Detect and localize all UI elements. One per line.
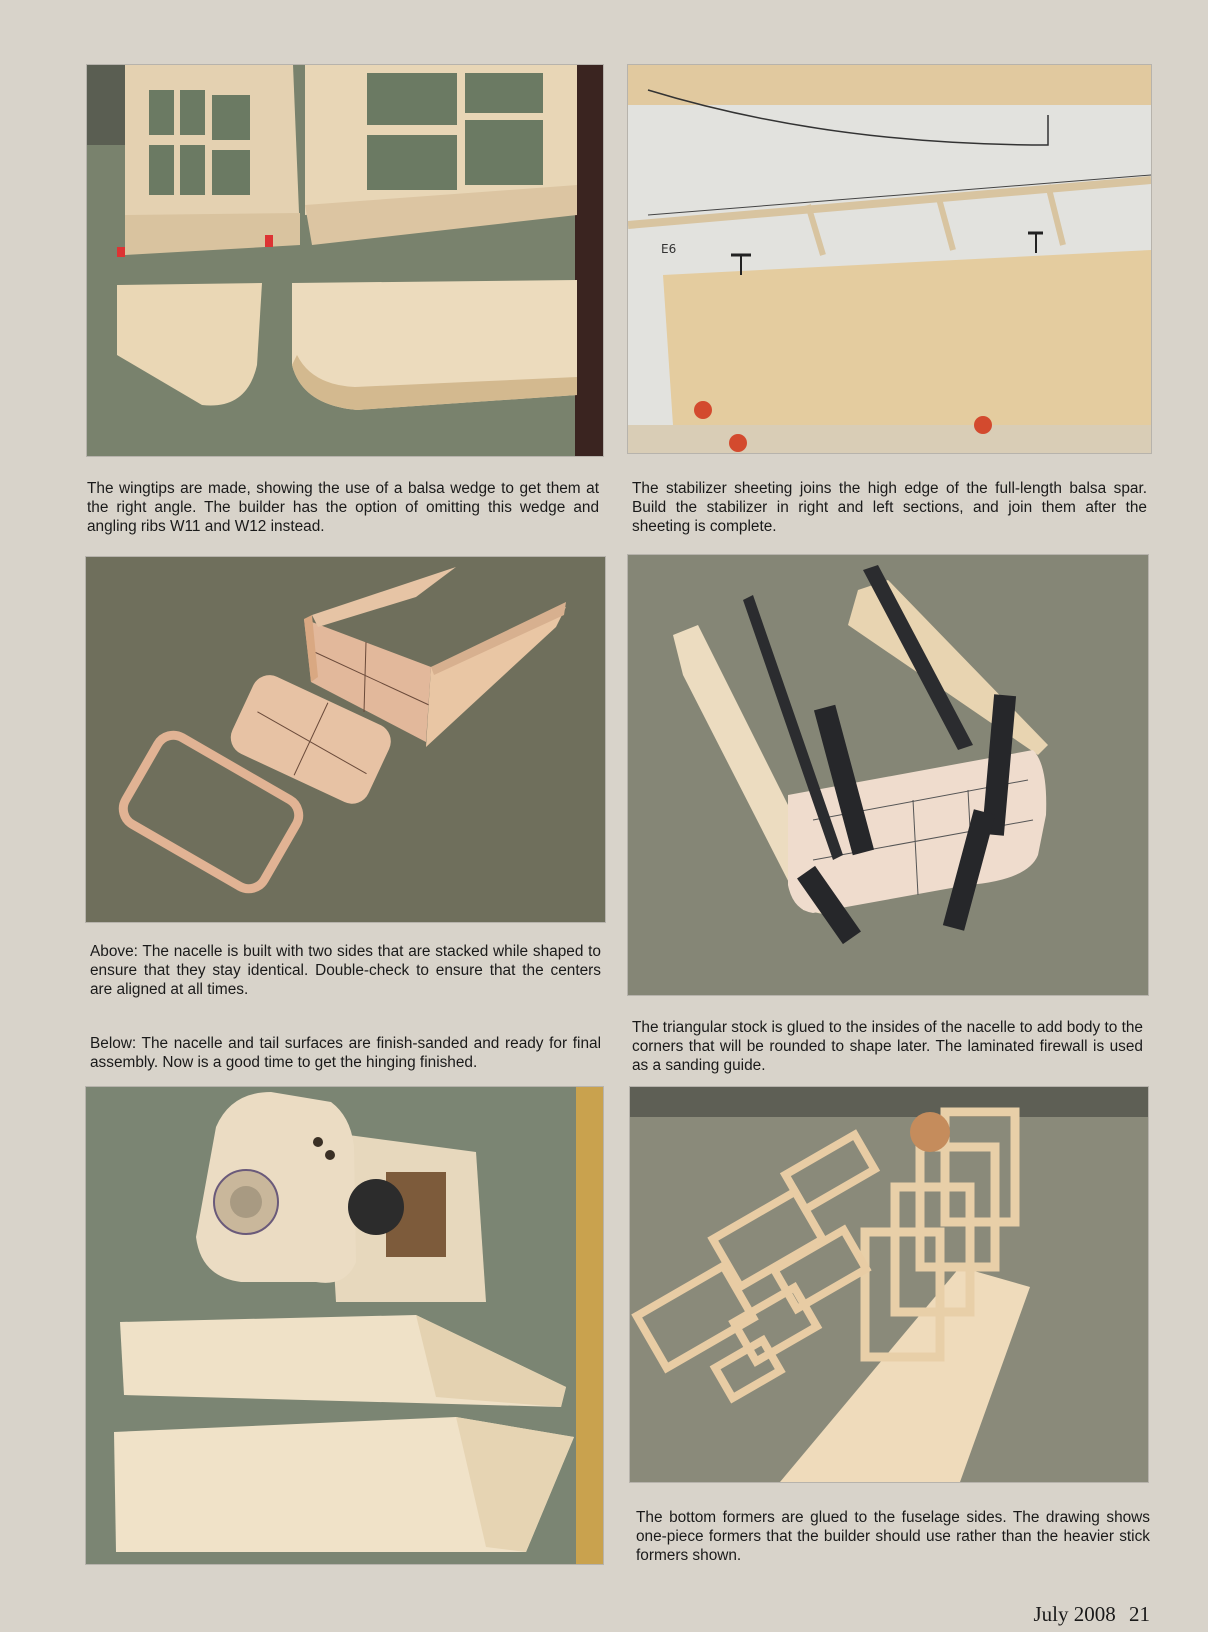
issue-date: July 2008 bbox=[1033, 1602, 1116, 1626]
photo-stabilizer bbox=[628, 65, 1151, 453]
caption-stabilizer: The stabilizer sheeting joins the high edge of the full-length balsa spar. Build the stabilizer in right and left sections, and join them after the sheeting is complete. bbox=[632, 480, 1147, 535]
photo-wingtips bbox=[87, 65, 603, 456]
photo-triangular-stock bbox=[628, 555, 1148, 995]
caption-wingtips: The wingtips are made, showing the use of a balsa wedge to get them at the right angle. The builder has the option of omitting this wedge and angling ribs W11 and W12 instead. bbox=[87, 480, 599, 535]
photo-nacelle-tail-surfaces bbox=[86, 1087, 603, 1564]
caption-bottom-formers: The bottom formers are glued to the fuselage sides. The drawing shows one-piece formers that the builder should use rather than the heavier stick formers shown. bbox=[636, 1509, 1150, 1564]
caption-nacelle-above: Above: The nacelle is built with two sides that are stacked while shaped to ensure that they stay identical. Double-check to ensure that the centers are aligned at all times. bbox=[90, 943, 601, 998]
page-number: 21 bbox=[1129, 1602, 1150, 1626]
caption-nacelle-below: Below: The nacelle and tail surfaces are finish-sanded and ready for final assembly. Now is a good time to get the hinging finished. bbox=[90, 1035, 601, 1071]
page-footer bbox=[1033, 1602, 1150, 1627]
caption-triangular-stock: The triangular stock is glued to the insides of the nacelle to add body to the corners that will be rounded to shape later. The laminated firewall is used as a sanding guide. bbox=[632, 1019, 1143, 1074]
photo-nacelle-parts bbox=[86, 557, 605, 922]
plan-label-e6: E6 bbox=[661, 242, 677, 256]
photo-bottom-formers bbox=[630, 1087, 1148, 1482]
